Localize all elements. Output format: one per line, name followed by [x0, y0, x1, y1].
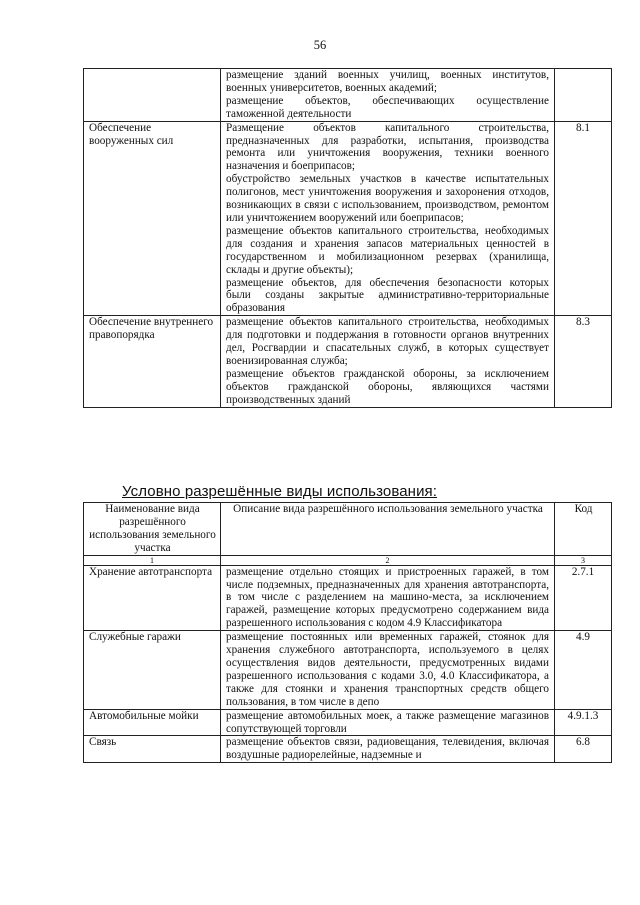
column-number-row [84, 555, 612, 565]
column-number: 1 [84, 555, 221, 565]
use-description-cell [221, 69, 555, 122]
use-code-cell [555, 69, 612, 122]
description-paragraph: размещение объектов гражданской обороны, за исключением объектов гражданской обороны, являющихся частями производственных зданий [226, 367, 549, 406]
column-number: 3 [555, 555, 612, 565]
use-description-cell: размещение автомобильных моек, а также размещение магазинов сопутствующей торговли [221, 709, 555, 736]
table-header-row [84, 503, 612, 556]
table-row [84, 69, 612, 122]
description-paragraph: Размещение объектов капитального строительства, предназначенных для разработки, испытания, производства ремонта или уничтожения вооружения, техники военного назначения и боеприпасов; [226, 121, 549, 173]
description-paragraph: размещение зданий военных училищ, военных институтов, военных университетов, военных академий; [226, 69, 549, 94]
description-paragraph: размещение объектов, обеспечивающих осуществление таможенной деятельности [226, 94, 549, 120]
column-number: 2 [221, 555, 555, 565]
use-description-cell: размещение постоянных или временных гаражей, стоянок для хранения служебного автотранспорта, используемого в целях осуществления видов деятельности, предусмотренных видами разрешенного использования с кодами 3.0, 4.0 Классификатора, а также для стоянки и хранения транспортных средств общего пользования, в том числе в депо [221, 631, 555, 709]
description-paragraph: размещение объектов, для обеспечения безопасности которых были созданы закрытые административно-территориальные образования [226, 276, 549, 315]
use-description-cell: размещение объектов связи, радиовещания, телевидения, включая воздушные радиорелейные, надземные и [221, 736, 555, 763]
conditionally-permitted-uses-table [83, 502, 612, 763]
table-row [84, 121, 612, 316]
description-paragraph: размещение объектов капитального строительства, необходимых для создания и хранения запасов материальных ценностей в государственном и мобилизационном резервах (хранилища, склады и другие объекты); [226, 224, 549, 276]
use-code-cell: 4.9 [555, 631, 612, 709]
use-name-cell: Автомобильные мойки [84, 709, 221, 736]
table-row [84, 631, 612, 709]
use-code-cell: 8.1 [555, 121, 612, 316]
use-code-cell: 2.7.1 [555, 565, 612, 631]
use-description-cell [221, 121, 555, 316]
use-name-cell [84, 69, 221, 122]
column-header-code: Код [555, 503, 612, 556]
column-header-description: Описание вида разрешённого использования земельного участка [221, 503, 555, 556]
use-name-cell: Служебные гаражи [84, 631, 221, 709]
table-row [84, 316, 612, 407]
section-heading: Условно разрешённые виды использования: [122, 483, 438, 500]
use-name-cell: Хранение автотранспорта [84, 565, 221, 631]
column-header-name: Наименование вида разрешённого использования земельного участка [84, 503, 221, 556]
use-description-cell: размещение отдельно стоящих и пристроенных гаражей, в том числе подземных, предназначенных для хранения автотранспорта, в том числе с разделением на машино-места, за исключением гаражей, размещение которых предусмотрено содержанием вида разрешенного использования с кодом 4.9 Классификатора [221, 565, 555, 631]
description-paragraph: обустройство земельных участков в качестве испытательных полигонов, мест уничтожения вооружения и захоронения отходов, возникающих в связи с использованием, производством, ремонтом или уничтожением вооружений или боеприпасов; [226, 173, 549, 224]
table-row [84, 736, 612, 763]
table-row [84, 709, 612, 736]
use-name-cell: Связь [84, 736, 221, 763]
use-code-cell: 8.3 [555, 316, 612, 407]
use-code-cell: 6.8 [555, 736, 612, 763]
use-name-cell: Обеспечение вооруженных сил [84, 121, 221, 316]
permitted-uses-table-continued [83, 68, 612, 408]
use-name-cell: Обеспечение внутреннего правопорядка [84, 316, 221, 407]
table-row [84, 565, 612, 631]
use-code-cell: 4.9.1.3 [555, 709, 612, 736]
description-paragraph: размещение объектов капитального строительства, необходимых для подготовки и поддержания в готовности органов внутренних дел, Росгвардии и спасательных служб, в которых существует военизированная служба; [226, 316, 549, 367]
use-description-cell [221, 316, 555, 407]
page-number: 56 [313, 38, 327, 52]
